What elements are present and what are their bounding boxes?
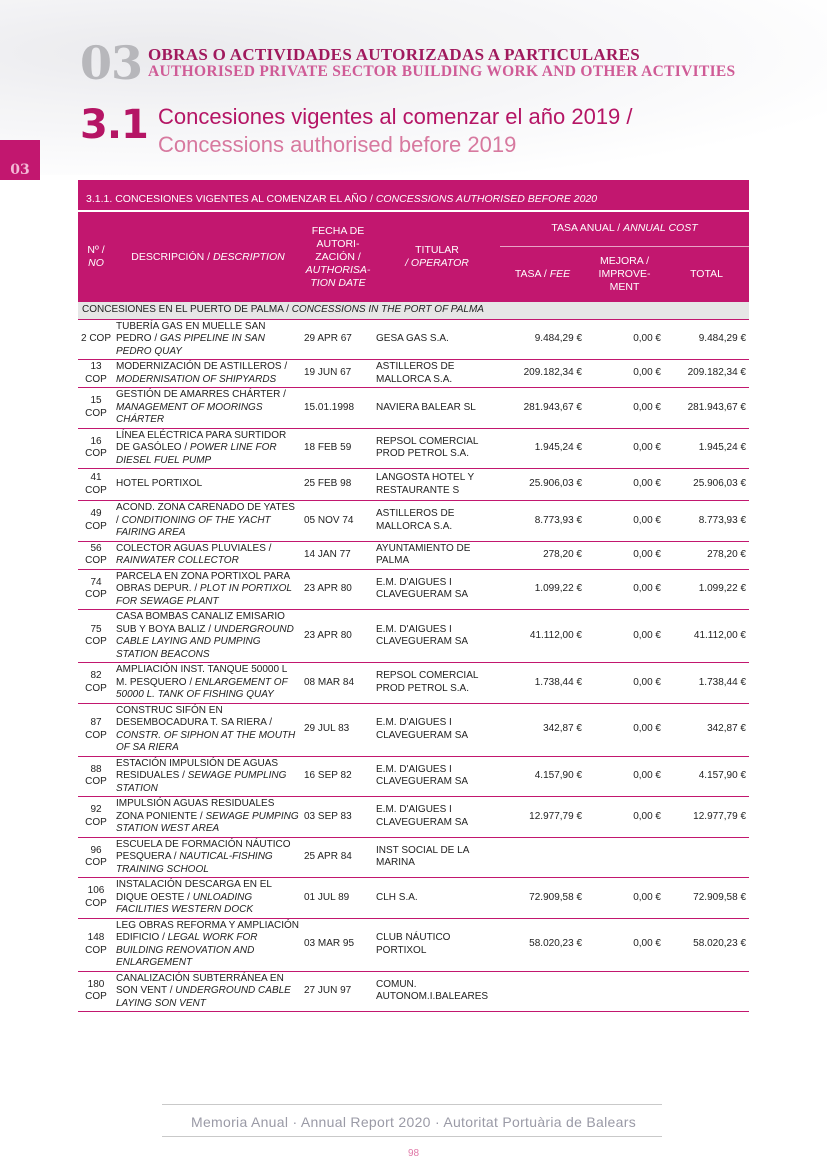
table-row (78, 360, 749, 388)
cell-no: 2 COP (78, 319, 114, 360)
description-en: UNDERGROUND CABLE LAYING AND PUMPING STATION BEACONS (116, 623, 294, 660)
cell-no: 75 COP (78, 610, 114, 663)
description-en: GAS PIPELINE IN SAN PEDRO QUAY (116, 333, 265, 357)
cell-improvement: 0,00 € (585, 388, 664, 429)
description-es: PARCELA EN ZONA PORTIXOL PARA OBRAS DEPUR. / (116, 570, 290, 594)
cell-date: 15.01.1998 (302, 388, 374, 429)
table-row (78, 756, 749, 797)
description-es: ACOND. ZONA CARENADO DE YATES / (116, 502, 295, 526)
table-row (78, 971, 749, 1012)
footer-divider-bottom (162, 1136, 662, 1137)
table-row (78, 501, 749, 542)
cell-description (114, 878, 302, 919)
cell-date: 05 NOV 74 (302, 501, 374, 542)
description-en: PLOT IN PORTIXOL FOR SEWAGE PLANT (116, 583, 292, 607)
header-description: DESCRIPCIÓN / DESCRIPTION (114, 212, 302, 302)
cell-fee: 342,87 € (500, 703, 585, 756)
cell-improvement: 0,00 € (585, 469, 664, 501)
cell-no: 56 COP (78, 541, 114, 569)
cell-operator: NAVIERA BALEAR SL (374, 388, 500, 429)
cell-date: 16 SEP 82 (302, 756, 374, 797)
description-es: LEG OBRAS REFORMA Y AMPLIACIÓN EDIFICIO / (116, 919, 300, 943)
cell-no: 148 COP (78, 918, 114, 971)
table-row (78, 918, 749, 971)
header-improvement: MEJORA / IMPROVE-MENT (585, 246, 664, 302)
cell-operator: INST SOCIAL DE LA MARINA (374, 837, 500, 878)
cell-total: 281.943,67 € (664, 388, 749, 429)
header-fee: TASA / FEE (500, 246, 585, 302)
description-es: CONSTRUC SIFÓN EN DESEMBOCADURA T. SA RIERA / (116, 704, 272, 728)
subsection-title-en: Concessions authorised before 2019 (158, 132, 517, 157)
cell-improvement: 0,00 € (585, 703, 664, 756)
table-row (78, 837, 749, 878)
cell-no: 82 COP (78, 663, 114, 704)
table-caption-en: CONCESSIONS AUTHORISED BEFORE 2020 (375, 193, 598, 205)
cell-no: 88 COP (78, 756, 114, 797)
description-es: COLECTOR AGUAS PLUVIALES / (116, 542, 272, 554)
header-operator: TITULAR / OPERATOR (374, 212, 500, 302)
description-es: ESCUELA DE FORMACIÓN NÁUTICO PESQUERA / (116, 838, 291, 862)
cell-fee: 1.945,24 € (500, 428, 585, 469)
table-row (78, 569, 749, 610)
description-en: RAINWATER COLLECTOR (116, 555, 239, 566)
cell-description (114, 797, 302, 838)
cell-improvement (585, 837, 664, 878)
cell-operator: REPSOL COMERCIAL PROD PETROL S.A. (374, 663, 500, 704)
cell-operator: ASTILLEROS DE MALLORCA S.A. (374, 360, 500, 388)
cell-operator: LANGOSTA HOTEL Y RESTAURANTE S (374, 469, 500, 501)
cell-total: 1.738,44 € (664, 663, 749, 704)
description-en: MODERNISATION OF SHIPYARDS (116, 373, 277, 385)
footer-text: Memoria Anual · Annual Report 2020 · Autoritat Portuària de Balears (190, 1114, 636, 1130)
section-number: 03 (80, 36, 143, 90)
description-es: CASA BOMBAS CANALIZ EMISARIO SUB Y BOYA BALIZ / (116, 611, 285, 635)
cell-fee (500, 837, 585, 878)
cell-description (114, 319, 302, 360)
cell-fee: 25.906,03 € (500, 469, 585, 501)
cell-date: 23 APR 80 (302, 569, 374, 610)
cell-description (114, 756, 302, 797)
cell-improvement: 0,00 € (585, 610, 664, 663)
cell-date: 01 JUL 89 (302, 878, 374, 919)
cell-no: 15 COP (78, 388, 114, 429)
cell-operator: E.M. D'AIGUES I CLAVEGUERAM SA (374, 703, 500, 756)
cell-date: 18 FEB 59 (302, 428, 374, 469)
table-row (78, 663, 749, 704)
cell-fee: 281.943,67 € (500, 388, 585, 429)
section-title-es: OBRAS O ACTIVIDADES AUTORIZADAS A PARTICULARES (148, 45, 640, 64)
cell-description (114, 469, 302, 501)
cell-total: 9.484,29 € (664, 319, 749, 360)
cell-description (114, 837, 302, 878)
cell-no: 96 COP (78, 837, 114, 878)
table-row (78, 541, 749, 569)
cell-operator: REPSOL COMERCIAL PROD PETROL S.A. (374, 428, 500, 469)
description-en: UNDERGROUND CABLE LAYING SON VENT (116, 985, 291, 1009)
header-total: TOTAL (664, 246, 749, 302)
cell-total: 41.112,00 € (664, 610, 749, 663)
cell-description (114, 388, 302, 429)
header-date: FECHA DE AUTORI-ZACIÓN / AUTHORISA-TION DATE (302, 212, 374, 302)
cell-improvement: 0,00 € (585, 541, 664, 569)
description-en: POWER LINE FOR DIESEL FUEL PUMP (116, 442, 277, 466)
cell-date: 03 MAR 95 (302, 918, 374, 971)
concessions-table (78, 212, 749, 1012)
description-es: IMPULSIÓN AGUAS RESIDUALES ZONA PONIENTE / (116, 798, 275, 822)
cell-date: 25 FEB 98 (302, 469, 374, 501)
cell-date: 03 SEP 83 (302, 797, 374, 838)
description-es: CANALIZACIÓN SUBTERRÁNEA EN SON VENT / (116, 972, 284, 996)
cell-total: 278,20 € (664, 541, 749, 569)
cell-improvement: 0,00 € (585, 756, 664, 797)
description-en: SEWAGE PUMPING STATION WEST AREA (116, 810, 299, 834)
cell-fee: 8.773,93 € (500, 501, 585, 542)
cell-no: 87 COP (78, 703, 114, 756)
cell-no: 16 COP (78, 428, 114, 469)
cell-operator: ASTILLEROS DE MALLORCA S.A. (374, 501, 500, 542)
page-number: 98 (407, 1148, 420, 1159)
table-row (78, 878, 749, 919)
cell-description (114, 663, 302, 704)
cell-improvement (585, 971, 664, 1012)
cell-total: 209.182,34 € (664, 360, 749, 388)
header-annual-cost: TASA ANUAL / ANNUAL COST (500, 212, 749, 246)
cell-date: 08 MAR 84 (302, 663, 374, 704)
cell-fee: 209.182,34 € (500, 360, 585, 388)
cell-total: 8.773,93 € (664, 501, 749, 542)
cell-date: 27 JUN 97 (302, 971, 374, 1012)
cell-description (114, 360, 302, 388)
table-row (78, 610, 749, 663)
cell-date: 19 JUN 67 (302, 360, 374, 388)
cell-fee: 4.157,90 € (500, 756, 585, 797)
description-en: ENLARGEMENT OF 50000 L. TANK OF FISHING QUAY (116, 676, 288, 700)
cell-improvement: 0,00 € (585, 878, 664, 919)
description-es: INSTALACIÓN DESCARGA EN EL DIQUE OESTE / (116, 879, 272, 903)
header-no: Nº / NO (78, 212, 114, 302)
cell-total: 4.157,90 € (664, 756, 749, 797)
cell-improvement: 0,00 € (585, 797, 664, 838)
cell-operator: E.M. D'AIGUES I CLAVEGUERAM SA (374, 610, 500, 663)
cell-fee: 41.112,00 € (500, 610, 585, 663)
cell-total: 342,87 € (664, 703, 749, 756)
cell-total: 72.909,58 € (664, 878, 749, 919)
cell-no: 180 COP (78, 971, 114, 1012)
cell-no: 106 COP (78, 878, 114, 919)
cell-fee: 9.484,29 € (500, 319, 585, 360)
cell-description (114, 918, 302, 971)
cell-total: 1.945,24 € (664, 428, 749, 469)
cell-no: 92 COP (78, 797, 114, 838)
cell-description (114, 971, 302, 1012)
cell-operator: CLH S.A. (374, 878, 500, 919)
table-caption-es: 3.1.1. CONCESIONES VIGENTES AL COMENZAR EL AÑO / (86, 193, 376, 205)
cell-no: 49 COP (78, 501, 114, 542)
description-en: MANAGEMENT OF MOORINGS CHÁRTER (116, 401, 263, 425)
cell-improvement: 0,00 € (585, 501, 664, 542)
cell-description (114, 569, 302, 610)
cell-operator: GESA GAS S.A. (374, 319, 500, 360)
subsection-title-es: Concesiones vigentes al comenzar el año 2019 / (158, 104, 633, 129)
description-en: NAUTICAL-FISHING TRAINING SCHOOL (116, 851, 273, 875)
concessions-table-container (78, 180, 749, 1012)
cell-fee (500, 971, 585, 1012)
table-caption (78, 180, 749, 212)
group-label: CONCESIONES EN EL PUERTO DE PALMA / CONCESSIONS IN THE PORT OF PALMA (78, 302, 749, 319)
section-title-en: AUTHORISED PRIVATE SECTOR BUILDING WORK AND OTHER ACTIVITIES (148, 63, 736, 80)
cell-total: 25.906,03 € (664, 469, 749, 501)
cell-date: 29 JUL 83 (302, 703, 374, 756)
side-chapter-tab: 03 (0, 140, 40, 180)
description-en: CONDITIONING OF THE YACHT FAIRING AREA (116, 514, 271, 538)
cell-fee: 1.099,22 € (500, 569, 585, 610)
description-es: LÍNEA ELÉCTRICA PARA SURTIDOR DE GASÓLEO / (116, 429, 287, 453)
cell-description (114, 610, 302, 663)
description-es: HOTEL PORTIXOL (116, 478, 203, 490)
table-row (78, 797, 749, 838)
cell-fee: 72.909,58 € (500, 878, 585, 919)
subsection-number: 3.1 (80, 102, 148, 148)
cell-improvement: 0,00 € (585, 360, 664, 388)
cell-operator: COMUN. AUTONOM.I.BALEARES (374, 971, 500, 1012)
cell-operator: AYUNTAMIENTO DE PALMA (374, 541, 500, 569)
cell-date: 25 APR 84 (302, 837, 374, 878)
cell-operator: E.M. D'AIGUES I CLAVEGUERAM SA (374, 797, 500, 838)
cell-fee: 12.977,79 € (500, 797, 585, 838)
cell-total: 58.020,23 € (664, 918, 749, 971)
description-es: TUBERÍA GAS EN MUELLE SAN PEDRO / (116, 320, 266, 344)
group-row (78, 302, 749, 319)
table-row (78, 388, 749, 429)
cell-total (664, 971, 749, 1012)
cell-fee: 278,20 € (500, 541, 585, 569)
cell-total (664, 837, 749, 878)
cell-description (114, 703, 302, 756)
cell-date: 23 APR 80 (302, 610, 374, 663)
cell-improvement: 0,00 € (585, 319, 664, 360)
cell-total: 1.099,22 € (664, 569, 749, 610)
cell-description (114, 501, 302, 542)
cell-operator: E.M. D'AIGUES I CLAVEGUERAM SA (374, 569, 500, 610)
cell-no: 41 COP (78, 469, 114, 501)
cell-description (114, 541, 302, 569)
cell-no: 74 COP (78, 569, 114, 610)
table-row (78, 469, 749, 501)
cell-improvement: 0,00 € (585, 918, 664, 971)
table-body (78, 302, 749, 1012)
description-en: LEGAL WORK FOR BUILDING RENOVATION AND ENLARGEMENT (116, 932, 258, 968)
description-es: AMPLIACIÓN INST. TANQUE 50000 L M. PESQUERO / (116, 664, 287, 688)
table-row (78, 319, 749, 360)
cell-total: 12.977,79 € (664, 797, 749, 838)
cell-improvement: 0,00 € (585, 663, 664, 704)
cell-fee: 58.020,23 € (500, 918, 585, 971)
cell-date: 29 APR 67 (302, 319, 374, 360)
description-es: GESTIÓN DE AMARRES CHÁRTER / (116, 389, 286, 400)
description-es: MODERNIZACIÓN DE ASTILLEROS / (116, 361, 288, 372)
cell-operator: CLUB NÁUTICO PORTIXOL (374, 918, 500, 971)
description-en: CONSTR. OF SIPHON AT THE MOUTH OF SA RIERA (116, 729, 296, 753)
table-row (78, 703, 749, 756)
cell-improvement: 0,00 € (585, 569, 664, 610)
cell-operator: E.M. D'AIGUES I CLAVEGUERAM SA (374, 756, 500, 797)
description-en: SEWAGE PUMPLING STATION (116, 770, 287, 794)
cell-fee: 1.738,44 € (500, 663, 585, 704)
cell-description (114, 428, 302, 469)
footer-divider-top (162, 1104, 662, 1105)
table-row (78, 428, 749, 469)
description-es: ESTACIÓN IMPULSIÓN DE AGUAS RESIDUALES / (116, 757, 279, 781)
description-en: UNLOADING FACILITIES WESTERN DOCK (116, 891, 254, 915)
cell-improvement: 0,00 € (585, 428, 664, 469)
cell-date: 14 JAN 77 (302, 541, 374, 569)
cell-no: 13 COP (78, 360, 114, 388)
